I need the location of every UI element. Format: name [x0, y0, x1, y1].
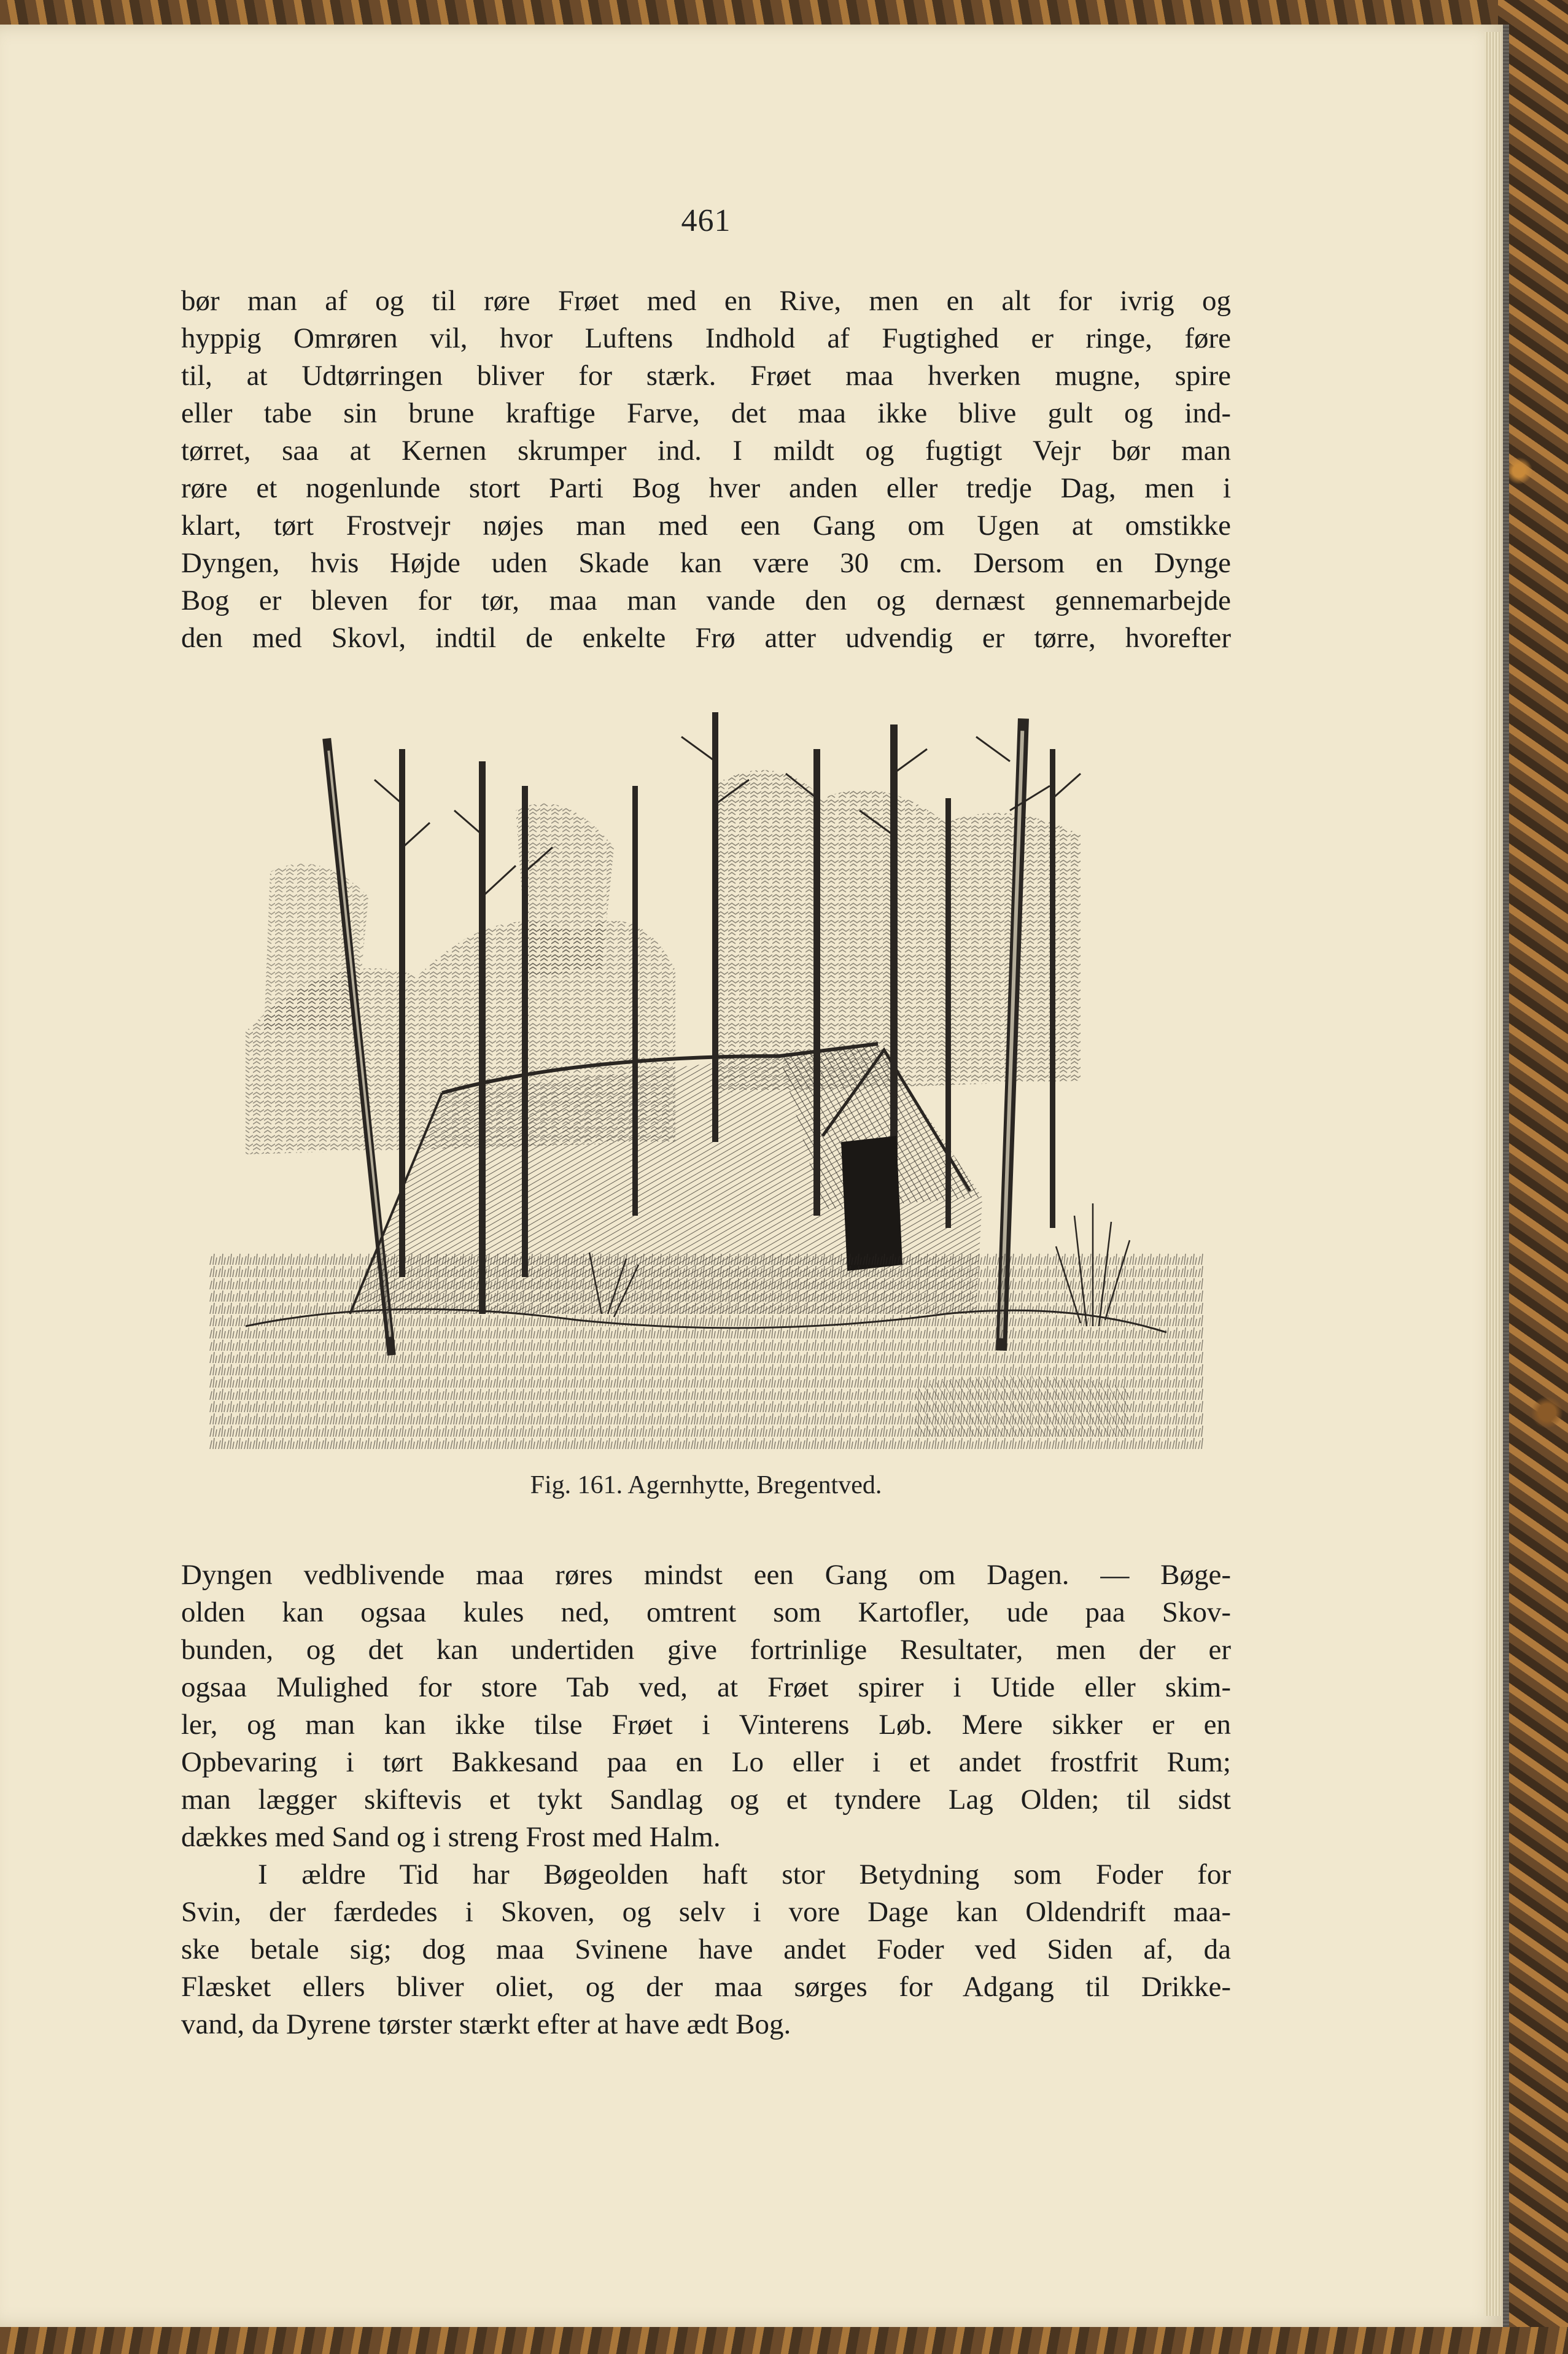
engraving-forest-hut — [209, 712, 1203, 1449]
marbled-board-bottom — [0, 2327, 1568, 2354]
text-line: olden kan ogsaa kules ned, omtrent som Kartofler, ude paa Skov- — [181, 1596, 1231, 1628]
page-number: 461 — [681, 203, 731, 238]
text-line: bunden, og det kan undertiden give fortrinlige Resultater, men der er — [181, 1634, 1231, 1666]
figure-caption: Fig. 161. Agernhytte, Bregentved. — [530, 1471, 882, 1499]
text-line: eller tabe sin brune kraftige Farve, det maa ikke blive gult og ind- — [181, 397, 1231, 429]
paragraph-bottom — [181, 1556, 1231, 2043]
text-line: dækkes med Sand og i streng Frost med Halm. — [181, 1821, 721, 1853]
text-line: ler, og man kan ikke tilse Frøet i Vinterens Løb. Mere sikker er en — [181, 1709, 1231, 1741]
text-line: Dyngen vedblivende maa røres mindst een Gang om Dagen. — Bøge- — [181, 1559, 1231, 1591]
text-line: man lægger skiftevis et tykt Sandlag og et tyndere Lag Olden; til sidst — [181, 1784, 1231, 1816]
paragraph-top — [181, 282, 1231, 657]
text-line: ogsaa Mulighed for store Tab ved, at Frøet spirer i Utide eller skim- — [181, 1671, 1231, 1703]
text-line: vand, da Dyrene tørster stærkt efter at have ædt Bog. — [181, 2008, 791, 2040]
text-line: bør man af og til røre Frøet med en Rive, men en alt for ivrig og — [181, 285, 1231, 317]
text-line: Bog er bleven for tør, maa man vande den og dernæst gennemarbejde — [181, 585, 1231, 616]
text-line: hyppig Omrøren vil, hvor Luftens Indhold af Fugtighed er ringe, føre — [181, 322, 1231, 354]
page-edges — [1485, 32, 1500, 2316]
text-line: til, at Udtørringen bliver for stærk. Frøet maa hverken mugne, spire — [181, 360, 1231, 392]
figure-acorn-hut-illustration — [209, 712, 1203, 1449]
marbled-board-top — [0, 0, 1568, 25]
text-line: Flæsket ellers bliver oliet, og der maa sørges for Adgang til Drikke- — [181, 1971, 1231, 2003]
text-line: den med Skovl, indtil de enkelte Frø atter udvendig er tørre, hvorefter — [181, 622, 1231, 654]
text-line: Dyngen, hvis Højde uden Skade kan være 30 cm. Dersom en Dynge — [181, 547, 1231, 579]
text-line: røre et nogenlunde stort Parti Bog hver anden eller tredje Dag, men i — [181, 472, 1231, 504]
text-line: Opbevaring i tørt Bakkesand paa en Lo eller i et andet frostfrit Rum; — [181, 1746, 1231, 1778]
text-line: klart, tørt Frostvejr nøjes man med een Gang om Ugen at omstikke — [181, 510, 1231, 542]
text-line: Svin, der færdedes i Skoven, og selv i vore Dage kan Oldendrift maa- — [181, 1896, 1231, 1928]
text-line: I ældre Tid har Bøgeolden haft stor Betydning som Foder for — [258, 1859, 1231, 1890]
text-line: tørret, saa at Kernen skrumper ind. I mildt og fugtigt Vejr bør man — [181, 435, 1231, 467]
text-line: ske betale sig; dog maa Svinene have andet Foder ved Siden af, da — [181, 1933, 1231, 1965]
